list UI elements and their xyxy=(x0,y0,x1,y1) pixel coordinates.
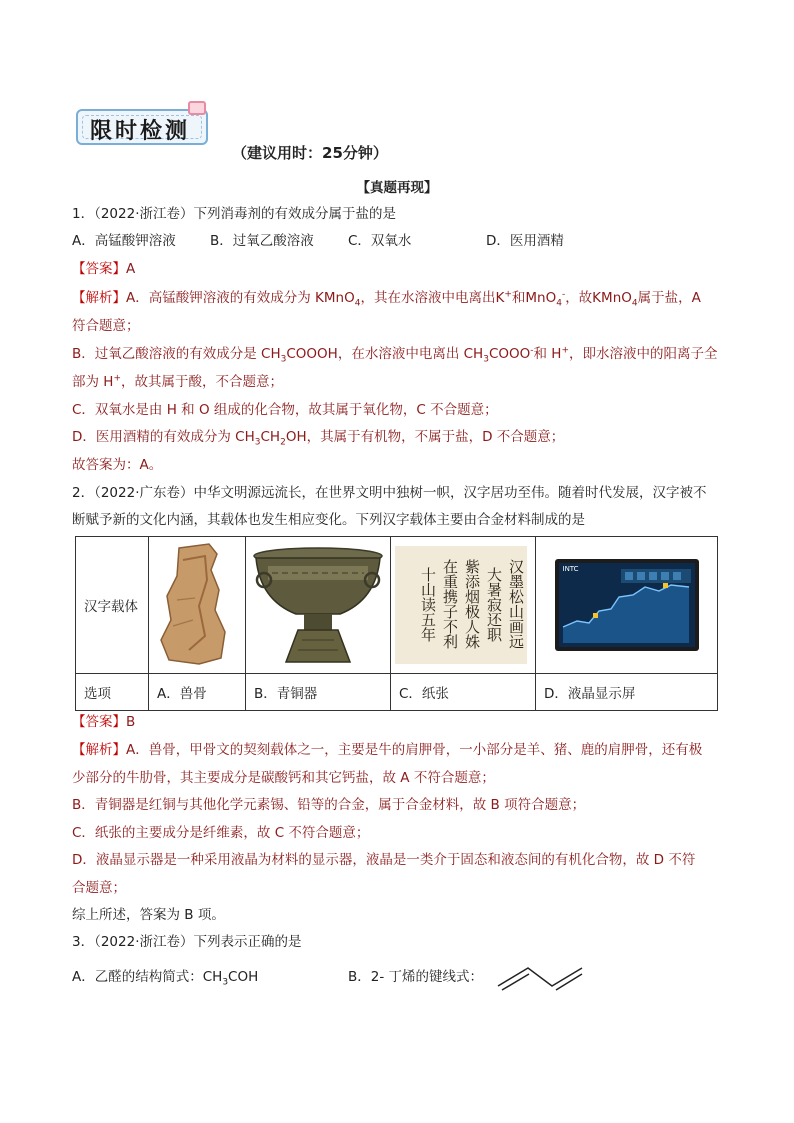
q2-analysis-a2: 少部分的牛肋骨，其主要成分是碳酸钙和其它钙盐，故 A 不符合题意； xyxy=(72,770,495,786)
text: ，故其属于酸，不合题意； xyxy=(121,374,283,390)
bone-illustration xyxy=(149,540,245,670)
q1-analysis-c: C．双氧水是由 H 和 O 组成的化合物，故其属于氧化物，C 不合题意； xyxy=(72,402,498,418)
table-row xyxy=(76,537,718,674)
text: B．过氧乙酸溶液的有效成分是 CH xyxy=(72,346,281,362)
subscript: 4 xyxy=(354,298,361,309)
text: 部为 H xyxy=(72,374,114,390)
row-label: 汉字载体 xyxy=(76,537,149,674)
q1-stem: 1．（2022·浙江卷）下列消毒剂的有效成分属于盐的是 xyxy=(72,206,396,222)
q2-analysis-b: B．青铜器是红铜与其他化学元素锡、铅等的合金，属于合金材料，故 B 项符合题意； xyxy=(72,797,586,813)
butene-skeletal-formula xyxy=(496,962,586,992)
screen-ticker: INTC xyxy=(562,565,579,573)
q1-answer xyxy=(72,259,722,279)
q1-analysis-a2: 符合题意； xyxy=(72,318,140,334)
carrier-table xyxy=(75,536,718,711)
q1-analysis-a1 xyxy=(72,288,722,308)
q2-stem-1: 2．（2022·广东卷）中华文明源远流长，在世界文明中独树一帜，汉字居功至伟。随着时代发展，汉字被不 xyxy=(72,485,707,501)
table-row xyxy=(76,674,718,711)
text: 和MnO xyxy=(511,290,557,306)
q2-option-b: B．青铜器 xyxy=(246,674,391,711)
bronze-vessel-illustration xyxy=(246,540,390,670)
q2-option-a: A．兽骨 xyxy=(149,674,246,711)
subscript: 3 xyxy=(254,437,261,448)
subscript: 3 xyxy=(222,977,229,988)
text: ，即水溶液中的阳离子全 xyxy=(569,346,718,362)
text: B．2- 丁烯的键线式： xyxy=(348,969,484,985)
paperclip-icon xyxy=(188,101,206,115)
subscript: 4 xyxy=(556,298,562,309)
calligraphy-columns xyxy=(405,546,525,662)
calligraphy-column: 紫添烟极人姝 xyxy=(463,559,481,649)
q2-analysis-c: C．纸张的主要成分是纤维素，故 C 不符合题意； xyxy=(72,825,370,841)
lcd-image xyxy=(536,537,718,674)
q1-conclusion: 故答案为：A。 xyxy=(72,457,163,473)
q2-analysis-d2: 合题意； xyxy=(72,880,126,896)
q1-option-c: C．双氧水 xyxy=(348,233,412,249)
q2-answer xyxy=(72,712,722,732)
text: ，故KMnO xyxy=(565,290,632,306)
q1-analysis-b1 xyxy=(72,344,722,364)
calligraphy-column: 大暑寂还职 xyxy=(485,566,503,642)
subscript: 3 xyxy=(280,354,287,365)
answer-value: B xyxy=(126,714,136,730)
recommended-time: （建议用时：25分钟） xyxy=(232,144,388,162)
q1-option-d: D．医用酒精 xyxy=(486,233,564,249)
text: OH，其属于有机物，不属于盐，D 不合题意； xyxy=(285,429,565,445)
bone-image xyxy=(149,537,246,674)
analysis-tag: 【解析】 xyxy=(72,290,126,306)
calligraphy-column: 在重携子不利 xyxy=(441,559,459,649)
calligraphy-column: 汉墨松山画远 xyxy=(507,559,525,649)
q1-analysis-d xyxy=(72,427,722,447)
row-label: 选项 xyxy=(76,674,149,711)
subscript: 3 xyxy=(483,354,489,365)
q2-conclusion: 综上所述，答案为 B 项。 xyxy=(72,907,225,923)
q1-option-b: B．过氧乙酸溶液 xyxy=(210,233,314,249)
q2-analysis-a1 xyxy=(72,740,722,760)
text: COOO xyxy=(488,346,531,362)
text: 属于盐，A xyxy=(637,290,701,306)
answer-tag: 【答案】 xyxy=(72,714,126,730)
analysis-tag: 【解析】 xyxy=(72,742,126,758)
text: COH xyxy=(228,969,259,985)
text: COOOH，在水溶液中电离出 CH xyxy=(286,346,484,362)
text: A．高锰酸钾溶液的有效成分为 KMnO xyxy=(126,290,355,306)
q2-stem-2: 断赋予新的文化内涵，其载体也发生相应变化。下列汉字载体主要由合金材料制成的是 xyxy=(72,512,585,528)
subscript: 4 xyxy=(631,298,638,309)
text: A．乙醛的结构简式：CH xyxy=(72,969,223,985)
text: CH xyxy=(260,429,281,445)
q1-option-a: A．高锰酸钾溶液 xyxy=(72,233,176,249)
bronze-image xyxy=(246,537,391,674)
calligraphy-column: 十山读五年 xyxy=(419,566,437,642)
section-badge xyxy=(76,105,212,145)
q3-stem: 3．（2022·浙江卷）下列表示正确的是 xyxy=(72,934,302,950)
q1-analysis-b2 xyxy=(72,372,722,392)
paper-image xyxy=(391,537,536,674)
q2-analysis-d1: D．液晶显示器是一种采用液晶为材料的显示器，液晶是一类介于固态和液态间的有机化合物，故 D 不符 xyxy=(72,852,696,868)
text: ，其在水溶液中电离出K xyxy=(360,290,505,306)
superscript: + xyxy=(504,289,512,300)
superscript: + xyxy=(113,373,121,384)
section-heading: 【真题再现】 xyxy=(356,180,438,196)
q2-option-d: D．液晶显示屏 xyxy=(536,674,718,711)
text: A．兽骨，甲骨文的契刻载体之一，主要是牛的肩胛骨，一小部分是羊、猪、鹿的肩胛骨，还有极 xyxy=(126,742,703,758)
q2-option-c: C．纸张 xyxy=(391,674,536,711)
answer-tag: 【答案】 xyxy=(72,261,126,277)
text: D．医用酒精的有效成分为 CH xyxy=(72,429,255,445)
superscript: - xyxy=(530,345,534,356)
answer-value: A xyxy=(126,261,136,277)
superscript: + xyxy=(561,345,569,356)
badge-title: 限时检测 xyxy=(90,119,191,144)
subscript: 2 xyxy=(280,437,286,448)
text: 和 H xyxy=(533,346,562,362)
superscript: - xyxy=(561,289,566,300)
